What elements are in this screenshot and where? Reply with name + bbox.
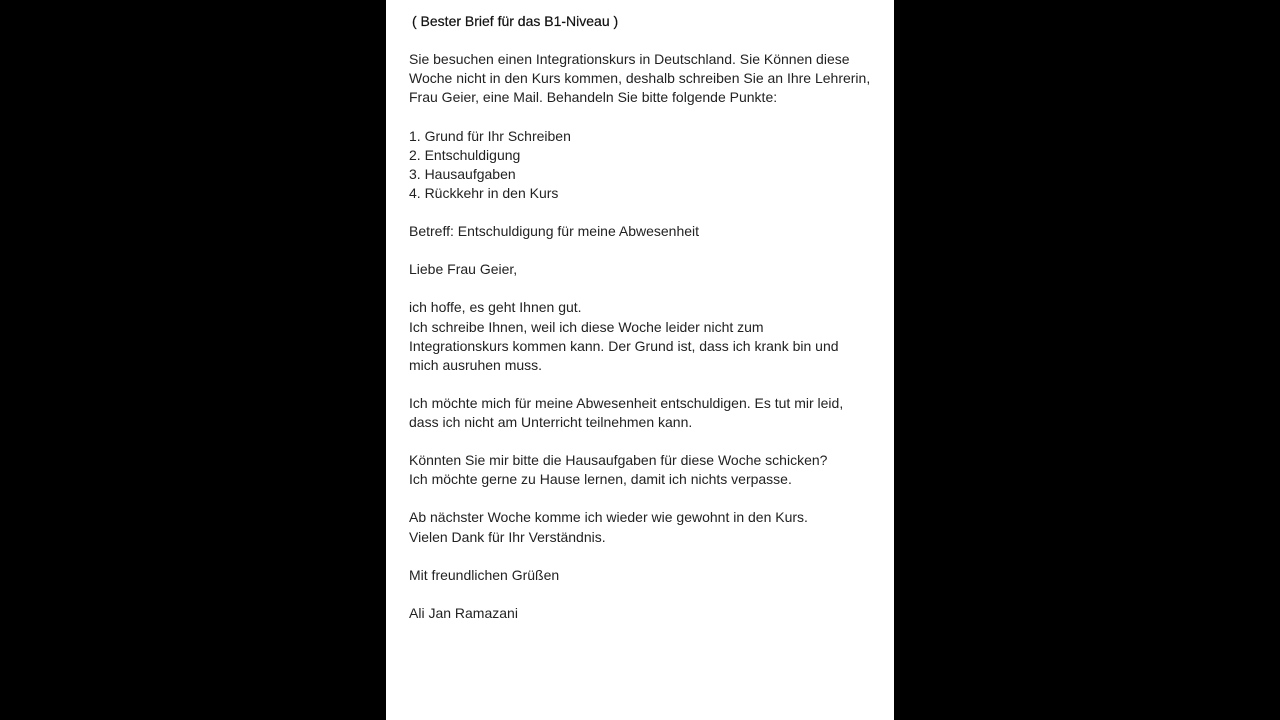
task-point: 2. Entschuldigung (409, 146, 521, 163)
paragraph-line: Könnten Sie mir bitte die Hausaufgaben für diese Woche schicken? (409, 452, 828, 469)
paragraph-line: Ich möchte mich für meine Abwesenheit entschuldigen. Es tut mir leid, (409, 394, 844, 411)
spacer (409, 489, 879, 508)
salutation: Liebe Frau Geier, (409, 261, 518, 278)
spacer (409, 279, 879, 298)
paragraph-line: dass ich nicht am Unterricht teilnehmen kann. (409, 413, 693, 430)
closing: Mit freundlichen Grüßen (409, 566, 560, 583)
paragraph-line: Ich schreibe Ihnen, weil ich diese Woche leider nicht zum (409, 318, 764, 335)
spacer (409, 375, 879, 394)
spacer (409, 241, 879, 260)
task-line: Sie besuchen einen Integrationskurs in Deutschland. Sie Können diese (409, 51, 850, 68)
paragraph-line: Ab nächster Woche komme ich wieder wie gewohnt in den Kurs. (409, 509, 808, 526)
subject-line: Betreff: Entschuldigung für meine Abwesenheit (409, 223, 700, 240)
task-point: 3. Hausaufgaben (409, 165, 516, 182)
signature: Ali Jan Ramazani (409, 604, 518, 621)
paragraph-line: Integrationskurs kommen kann. Der Grund ist, dass ich krank bin und (409, 337, 839, 354)
task-point: 1. Grund für Ihr Schreiben (409, 127, 571, 144)
paragraph-line: Vielen Dank für Ihr Verständnis. (409, 528, 606, 545)
letter-content (409, 12, 879, 623)
task-line: Frau Geier, eine Mail. Behandeln Sie bitte folgende Punkte: (409, 89, 778, 106)
task-point: 4. Rückkehr in den Kurs (409, 184, 559, 201)
spacer (409, 107, 879, 126)
spacer (409, 585, 879, 604)
paragraph-line: mich ausruhen muss. (409, 356, 543, 373)
paragraph-line: ich hoffe, es geht Ihnen gut. (409, 299, 582, 316)
document-title: ( Bester Brief für das B1-Niveau ) (412, 13, 619, 29)
spacer (409, 432, 879, 451)
document-page (386, 0, 894, 720)
spacer (409, 203, 879, 222)
spacer (409, 31, 879, 50)
spacer (409, 547, 879, 566)
task-line: Woche nicht in den Kurs kommen, deshalb schreiben Sie an Ihre Lehrerin, (409, 70, 871, 87)
paragraph-line: Ich möchte gerne zu Hause lernen, damit ich nichts verpasse. (409, 471, 792, 488)
